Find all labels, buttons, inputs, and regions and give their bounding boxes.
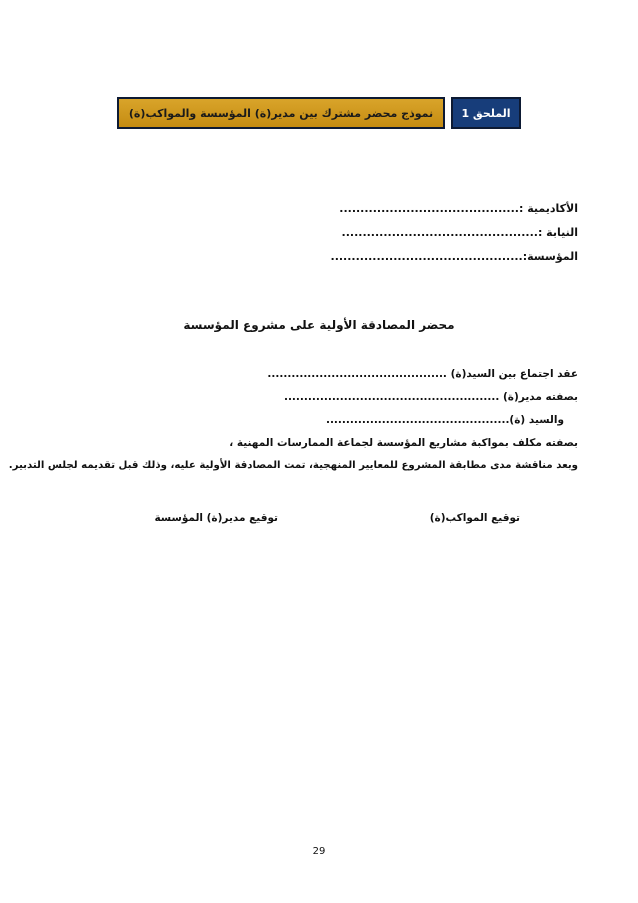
directorate-field: النيابة :............................................... bbox=[341, 226, 578, 239]
body-line-conclusion: وبعد مناقشة مدى مطابقة المشروع للمعايير المنهجية، تمت المصادقة الأولية عليه، وذلك قبل تقديمه لجلس التدبير. bbox=[8, 460, 578, 471]
body-line-role: بصفته مكلف بمواكبة مشاريع المؤسسة لجماعة الممارسات المهنية ، bbox=[229, 437, 578, 449]
body-line-meeting: عقد اجتماع بين السيد(ة) ............................................. bbox=[267, 368, 578, 380]
academy-field: الأكاديمية :........................................... bbox=[339, 202, 578, 215]
document-title: محضر المصادقة الأولية على مشروع المؤسسة bbox=[183, 318, 455, 332]
annex-label-banner bbox=[451, 97, 521, 129]
page-number: 29 bbox=[312, 846, 326, 857]
mentor-signature-label: توقيع المواكب(ة) bbox=[429, 512, 520, 524]
body-line-director: بصفته مدير(ة) ...................................................... bbox=[283, 391, 578, 403]
header-title-banner bbox=[117, 97, 445, 129]
director-signature-label: توقيع مدير(ة) المؤسسة bbox=[154, 512, 278, 524]
header-title: نموذج محضر مشترك بين مدير(ة) المؤسسة والمواكب(ة) bbox=[128, 106, 434, 120]
body-line-mentor: والسيد (ة).............................................. bbox=[325, 414, 564, 426]
annex-label: الملحق 1 bbox=[461, 106, 511, 120]
institution-field: المؤسسة:.............................................. bbox=[330, 250, 578, 263]
